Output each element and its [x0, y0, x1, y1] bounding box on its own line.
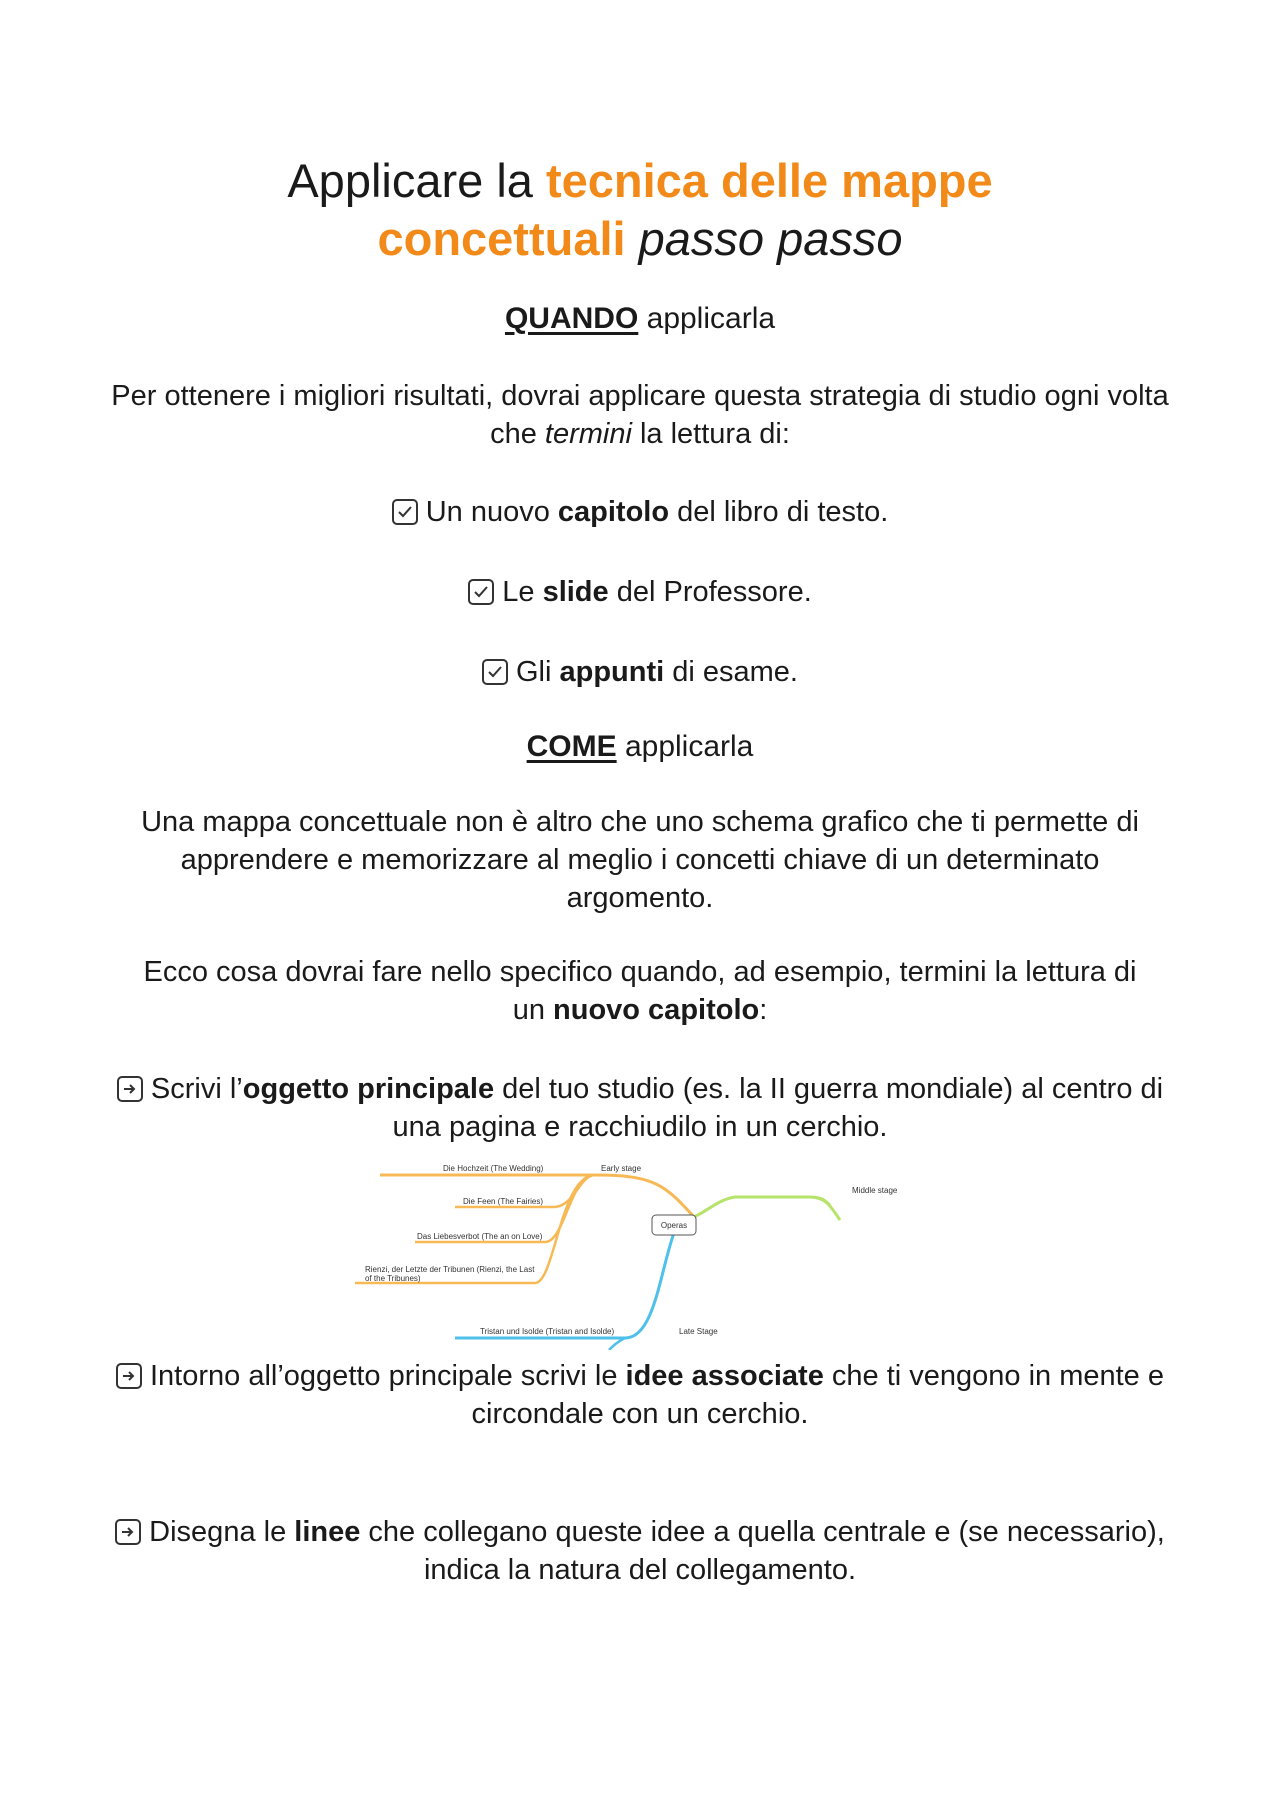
list-item — [100, 653, 1180, 691]
item-post: del libro di testo. — [669, 496, 889, 528]
item-bold: slide — [542, 576, 609, 608]
mindmap-leaf: of the Tribunes) — [365, 1274, 421, 1283]
step-post: che ti vengono in mente e circondale con un cerchio. — [471, 1360, 1164, 1430]
para2-text: Ecco cosa dovrai fare nello specifico quando, ad esempio, termini la lettura di un — [143, 956, 1137, 1026]
page-title — [0, 152, 1280, 268]
checkbox-check-icon — [392, 499, 418, 525]
para2-end: : — [759, 994, 768, 1026]
arrow-right-box-icon — [115, 1519, 141, 1545]
mindmap-leaf: Die Feen (The Fairies) — [463, 1197, 544, 1206]
mindmap-center-label: Operas — [660, 1221, 688, 1230]
quando-intro-text: Per ottenere i migliori risultati, dovrai applicare questa strategia di studio ogni volta che — [111, 380, 1169, 450]
step-pre: Disegna le — [149, 1516, 295, 1548]
item-post: di esame. — [664, 656, 798, 688]
quando-rest: applicarla — [638, 302, 776, 335]
step-item — [100, 1070, 1180, 1146]
mindmap-leaf: Das Liebesverbot (The an on Love) — [417, 1232, 543, 1241]
mindmap-leaf: Tristan und Isolde (Tristan and Isolde) — [480, 1327, 615, 1336]
checkbox-check-icon — [482, 659, 508, 685]
step-item — [100, 1513, 1180, 1589]
come-paragraph-1: Una mappa concettuale non è altro che uno schema grafico che ti permette di apprendere e memorizzare al meglio i concetti chiave di un determinato argomento. — [141, 806, 1139, 914]
come-keyword: COME — [526, 730, 617, 763]
step-bold: idee associate — [625, 1360, 824, 1392]
step-bold: linee — [294, 1516, 361, 1548]
para2-bold: nuovo capitolo — [553, 994, 760, 1026]
quando-heading — [100, 300, 1180, 338]
quando-intro-em: termini — [544, 418, 632, 450]
come-paragraph-2 — [130, 953, 1150, 1029]
arrow-right-box-icon — [117, 1076, 143, 1102]
quando-intro — [100, 377, 1180, 453]
quando-keyword: QUANDO — [504, 302, 639, 335]
step-post: che collegano queste idee a quella centrale e (se necessario), indica la natura del collegamento. — [360, 1516, 1165, 1586]
mindmap-branch-late: Late Stage — [679, 1327, 718, 1336]
title-part1: Applicare la — [287, 154, 546, 207]
title-accent-1: tecnica delle mappe — [545, 154, 993, 207]
mindmap-branch-middle: Middle stage — [852, 1186, 898, 1195]
mindmap-line — [595, 1175, 695, 1218]
item-bold: appunti — [559, 656, 665, 688]
title-accent-2: concettuali — [377, 212, 626, 265]
mindmap-branch-early: Early stage — [601, 1164, 642, 1173]
title-italic: passo passo — [625, 212, 903, 265]
mindmap-leaf: Rienzi, der Letzte der Tribunen (Rienzi, the Last — [365, 1265, 535, 1274]
step-bold: oggetto principale — [242, 1073, 495, 1105]
step-pre: Intorno all’oggetto principale scrivi le — [150, 1360, 626, 1392]
arrow-right-box-icon — [116, 1363, 142, 1389]
come-heading — [100, 728, 1180, 766]
item-pre: Gli — [516, 656, 560, 688]
mindmap-leaf: Die Hochzeit (The Wedding) — [443, 1164, 544, 1173]
mindmap-line — [685, 1197, 840, 1220]
step-post: del tuo studio (es. la II guerra mondiale) al centro di una pagina e racchiudilo in un cerchio. — [392, 1073, 1164, 1143]
item-post: del Professore. — [608, 576, 812, 608]
item-pre: Le — [502, 576, 543, 608]
mindmap-line — [609, 1338, 625, 1350]
checkbox-check-icon — [468, 579, 494, 605]
item-bold: capitolo — [557, 496, 670, 528]
step-pre: Scrivi l’ — [150, 1073, 243, 1105]
come-rest: applicarla — [616, 730, 754, 763]
step-item — [100, 1357, 1180, 1433]
list-item — [100, 573, 1180, 611]
list-item — [100, 493, 1180, 531]
item-pre: Un nuovo — [425, 496, 558, 528]
quando-intro-end: la lettura di: — [631, 418, 790, 450]
mindmap-image — [355, 1160, 930, 1350]
